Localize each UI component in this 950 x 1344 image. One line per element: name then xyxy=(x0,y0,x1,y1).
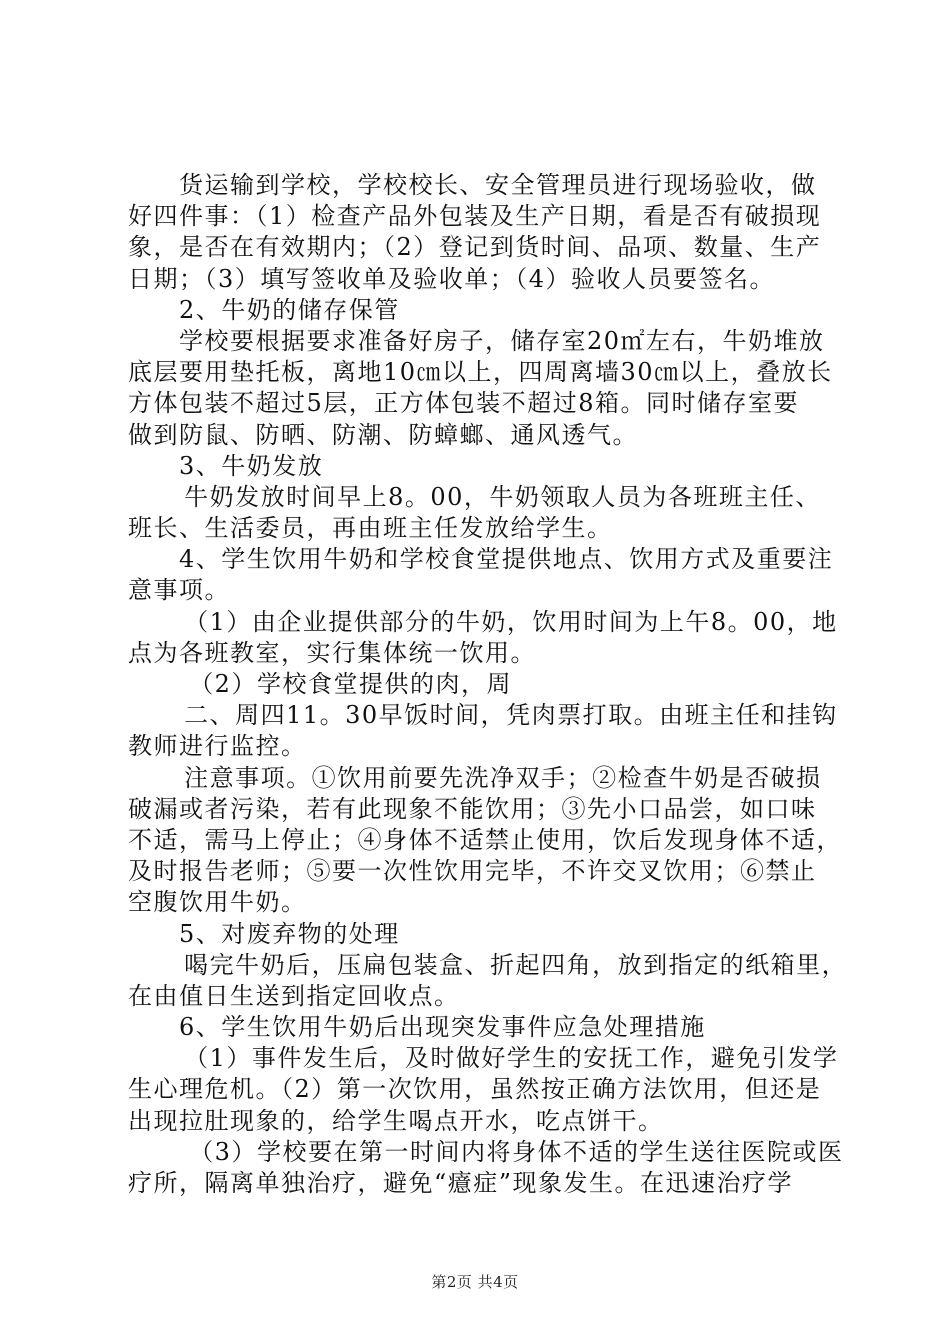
text-line: 及时报告老师；⑤要一次性饮用完毕，不许交叉饮用；⑥禁止 xyxy=(128,857,817,886)
text-line: 好四件事：（1）检查产品外包装及生产日期，看是否有破损现 xyxy=(128,202,822,231)
text-line: 底层要用垫托板，离地10㎝以上，四周离墙30㎝以上，叠放长 xyxy=(128,358,833,387)
text-line: 牛奶发放时间早上8。00，牛奶领取人员为各班班主任、 xyxy=(184,482,821,511)
text-line: 3、牛奶发放 xyxy=(179,451,324,480)
text-line: 在由值日生送到指定回收点。 xyxy=(128,981,460,1010)
text-line: 不适，需马上停止；④身体不适禁止使用，饮后发现身体不适， xyxy=(128,825,842,854)
text-line: 方体包装不超过5层，正方体包装不超过8箱。同时储存室要 xyxy=(128,389,800,418)
text-line: 2、牛奶的储存保管 xyxy=(179,295,400,324)
text-line: 喝完牛奶后，压扁包装盒、折起四角，放到指定的纸箱里， xyxy=(184,950,848,979)
text-line: 点为各班教室，实行集体统一饮用。 xyxy=(128,638,536,667)
text-line: 6、学生饮用牛奶后出现突发事件应急处理措施 xyxy=(179,1013,706,1042)
text-line: 破漏或者污染，若有此现象不能饮用；③先小口品尝，如口味 xyxy=(128,794,817,823)
text-line: 4、学生饮用牛奶和学校食堂提供地点、饮用方式及重要注 xyxy=(179,545,834,574)
document-body xyxy=(128,170,848,1199)
text-line: 疗所，隔离单独治疗，避免“癔症”现象发生。在迅速治疗学 xyxy=(128,1169,794,1197)
text-line: 意事项。 xyxy=(128,576,230,605)
text-line: 做到防鼠、防晒、防潮、防蟑螂、通风透气。 xyxy=(128,420,638,449)
text-line: 货运输到学校，学校校长、安全管理员进行现场验收，做 xyxy=(179,171,817,199)
text-line: 空腹饮用牛奶。 xyxy=(128,888,307,917)
text-line: 日期；（3）填写签收单及验收单；（4）验收人员要签名。 xyxy=(128,264,776,293)
text-line: 象，是否在有效期内；（2）登记到货时间、品项、数量、生产 xyxy=(128,233,822,262)
text-line: 教师进行监控。 xyxy=(128,732,307,761)
text-line: 出现拉肚现象的，给学生喝点开水，吃点饼干。 xyxy=(128,1106,664,1135)
text-line: （1）由企业提供部分的牛奶，饮用时间为上午8。00，地 xyxy=(184,607,838,636)
text-line: 班长、生活委员，再由班主任发放给学生。 xyxy=(128,514,613,543)
text-line: （2）学校食堂提供的肉，周 xyxy=(189,670,512,698)
page-footer: 第2页 共4页 xyxy=(431,1273,519,1291)
text-line: 二、周四11。30早饭时间，凭肉票打取。由班主任和挂钩 xyxy=(184,701,838,730)
text-line: （1）事件发生后，及时做好学生的安抚工作，避免引发学 xyxy=(184,1044,839,1073)
text-line: 5、对废弃物的处理 xyxy=(179,919,400,948)
text-line: 学校要根据要求准备好房子，储存室20㎡左右，牛奶堆放 xyxy=(179,326,825,355)
text-line: （3）学校要在第一时间内将身体不适的学生送往医院或医 xyxy=(189,1137,844,1166)
text-line: 注意事项。①饮用前要先洗净双手；②检查牛奶是否破损 xyxy=(184,763,822,792)
text-line: 生心理危机。（2）第一次饮用，虽然按正确方法饮用，但还是 xyxy=(128,1075,822,1104)
